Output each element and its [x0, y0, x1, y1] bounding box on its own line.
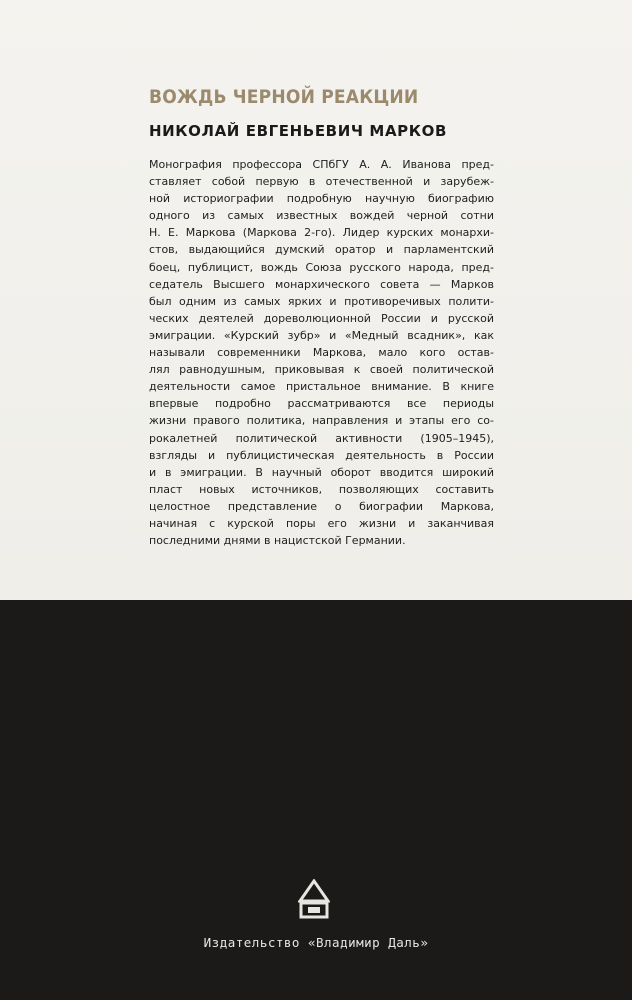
- abstract-line: жизни правого политика, направления и этапы его со-: [149, 414, 494, 428]
- book-title: ВОЖДЬ ЧЕРНОЙ РЕАКЦИИ: [149, 86, 419, 108]
- abstract-line: ставляет собой первую в отечественной и зарубеж-: [149, 175, 494, 189]
- abstract-line: Монография профессора СПбГУ А. А. Иванова пред-: [149, 158, 494, 171]
- abstract-line: и в эмиграции. В научный оборот вводится широкий: [149, 465, 494, 479]
- abstract-line: ной историографии подробную научную биографию: [149, 192, 494, 206]
- abstract-line: одного из самых известных вождей черной сотни: [149, 209, 494, 223]
- book-subtitle: НИКОЛАЙ ЕВГЕНЬЕВИЧ МАРКОВ: [149, 122, 447, 140]
- abstract-line: начиная с курской поры его жизни и заканчивая: [149, 516, 494, 530]
- abstract-line: рокалетней политической активности (1905–1945),: [149, 431, 494, 445]
- publisher-name: Издательство «Владимир Даль»: [203, 935, 429, 950]
- abstract-line: последними днями в нацистской Германии.: [149, 534, 406, 548]
- publisher-logo-icon: [298, 879, 330, 919]
- abstract-line: Н. Е. Маркова (Маркова 2-го). Лидер курских монархи-: [149, 226, 494, 240]
- abstract-line: стов, выдающийся думский оратор и парламентский: [149, 243, 494, 257]
- abstract-line: лял равнодушным, приковывая к своей политической: [149, 363, 494, 377]
- abstract-line: пласт новых источников, позволяющих составить: [149, 482, 494, 496]
- abstract-line: взгляды и публицистическая деятельность в России: [149, 448, 494, 462]
- abstract-line: эмиграции. «Курский зубр» и «Медный всадник», как: [149, 328, 494, 342]
- abstract-line: называли современники Маркова, мало кого остав-: [149, 346, 494, 360]
- abstract-line: ческих деятелей дореволюционной России и русской: [149, 311, 494, 325]
- abstract-line: боец, публицист, вождь Союза русского народа, пред-: [149, 260, 494, 274]
- abstract-line: деятельности самое пристальное внимание. В книге: [149, 380, 494, 394]
- abstract-line: седатель Высшего монархического совета — Марков: [149, 277, 494, 291]
- book-abstract: [149, 156, 494, 549]
- abstract-line: был одним из самых ярких и противоречивых полити-: [149, 294, 494, 308]
- abstract-line: впервые подробно рассматриваются все периоды: [149, 397, 494, 411]
- abstract-line: целостное представление о биографии Маркова,: [149, 499, 494, 513]
